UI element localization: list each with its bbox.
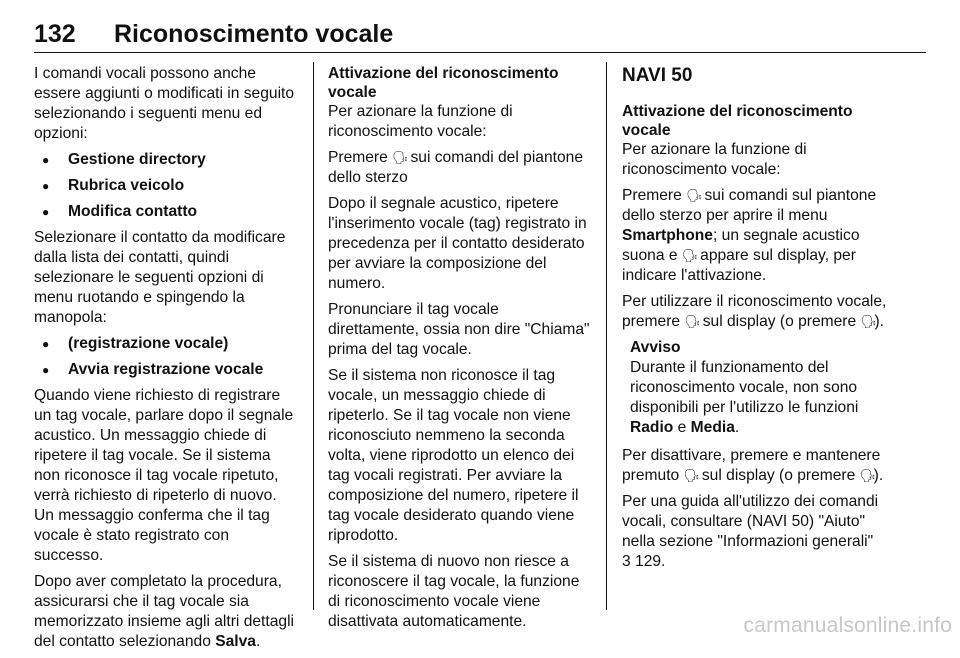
- voice-command-icon: 🗣︎: [686, 188, 703, 203]
- column-1: [34, 64, 296, 658]
- page-reference-icon: 3: [622, 553, 631, 570]
- voice-command-icon: 🗣︎: [683, 468, 701, 483]
- list-item: ● Gestione directory: [34, 150, 296, 170]
- note-title: Avviso: [630, 339, 681, 356]
- page-reference-link[interactable]: 129.: [635, 553, 666, 570]
- watermark: carmanualsonline.info: [743, 614, 952, 637]
- media-label: Media: [690, 419, 735, 436]
- page-header: [34, 20, 926, 50]
- paragraph: Premere 🗣︎ sui comandi sul piantone dello sterzo per aprire il menu Smartphone; un segnale acustico suona e 🗣︎ appare sul display, per indicare l'attivazione.: [622, 187, 877, 284]
- paragraph: Per disattivare, premere e mantenere premuto 🗣︎ sul display (o premere 🗣︎).: [622, 447, 884, 484]
- column-2: [328, 64, 592, 638]
- list-item: ● Avvia registrazione vocale: [34, 360, 296, 380]
- paragraph: Premere 🗣︎ sui comandi del piantone dello sterzo: [328, 149, 583, 186]
- radio-label: Radio: [630, 419, 674, 436]
- intro-paragraph: I comandi vocali possono anche essere aggiunti o modificati in seguito selezionando i seguenti menu ed opzioni:: [34, 65, 295, 142]
- list-item: ● Rubrica veicolo: [34, 176, 296, 196]
- column-divider-2: [606, 62, 607, 610]
- menu-options-list: [34, 150, 296, 222]
- voice-command-icon: 🗣︎: [859, 468, 877, 483]
- column-divider-1: [313, 62, 314, 610]
- save-paragraph: Dopo aver completato la procedura, assicurarsi che il tag vocale sia memorizzato insieme agli altri dettagli del contatto selezionando Salva.: [34, 573, 294, 650]
- smartphone-label: Smartphone: [622, 227, 713, 244]
- voice-command-icon: 🗣︎: [684, 314, 701, 329]
- paragraph: Se il sistema di nuovo non riesce a riconoscere il tag vocale, la funzione di riconoscimento vocale viene disattivata automaticamente.: [328, 553, 580, 630]
- list-item: ● Modifica contatto: [34, 202, 296, 222]
- save-label: Salva: [215, 633, 256, 650]
- navi-50-title: NAVI 50: [622, 65, 693, 86]
- list-item: ● (registrazione vocale): [34, 334, 296, 354]
- section-heading: Attivazione del riconoscimento vocale: [328, 65, 559, 101]
- section-heading: Attivazione del riconoscimento vocale: [622, 103, 853, 139]
- paragraph: Per azionare la funzione di riconoscimento vocale:: [622, 141, 807, 178]
- select-contact-paragraph: Selezionare il contatto da modificare dalla lista dei contatti, quindi selezionare le seguenti opzioni di menu ruotando e spingendo la manopola:: [34, 229, 286, 326]
- paragraph: Se il sistema non riconosce il tag vocale, un messaggio chiede di ripeterlo. Se il tag vocale non viene riconosciuto nemmeno la seconda volta, viene riprodotto un elenco dei tag vocali registrati. Per avviare la composizione del numero, ripetere il tag vocale desiderato quando viene riprodotto.: [328, 367, 579, 544]
- paragraph: Dopo il segnale acustico, ripetere l'inserimento vocale (tag) registrato in precedenza per il contatto desiderato per avviare la composizione del numero.: [328, 195, 587, 292]
- paragraph: Pronunciare il tag vocale direttamente, ossia non dire "Chiama" prima del tag vocale.: [328, 301, 590, 358]
- chapter-title: Riconoscimento vocale: [114, 20, 394, 48]
- voice-command-icon: 🗣︎: [860, 314, 877, 329]
- paragraph: Per azionare la funzione di riconoscimento vocale:: [328, 103, 513, 140]
- voice-command-icon: 🗣︎: [681, 248, 699, 263]
- page-number: 132: [34, 20, 76, 48]
- voice-tag-options-list: [34, 334, 296, 380]
- header-divider: [34, 52, 926, 53]
- paragraph: Per utilizzare il riconoscimento vocale, premere 🗣︎ sul display (o premere 🗣︎).: [622, 293, 887, 330]
- note-box: [622, 338, 892, 438]
- note-text: Durante il funzionamento del riconoscimento vocale, non sono disponibili per l'utilizzo le funzioni Radio e Media.: [630, 359, 859, 436]
- voice-command-icon: 🗣︎: [392, 150, 409, 165]
- paragraph: Per una guida all'utilizzo dei comandi vocali, consultare (NAVI 50) "Aiuto" nella sezione "Informazioni generali" 3 129.: [622, 493, 879, 570]
- column-3: [622, 64, 892, 578]
- record-tag-paragraph: Quando viene richiesto di registrare un tag vocale, parlare dopo il segnale acustico. Un messaggio chiede di ripetere il tag vocale. Se il sistema non riconosce il tag vocale ripetuto, verrà richiesto di ripeterlo di nuovo. Un messaggio conferma che il tag vocale è stato registrato con successo.: [34, 387, 294, 564]
